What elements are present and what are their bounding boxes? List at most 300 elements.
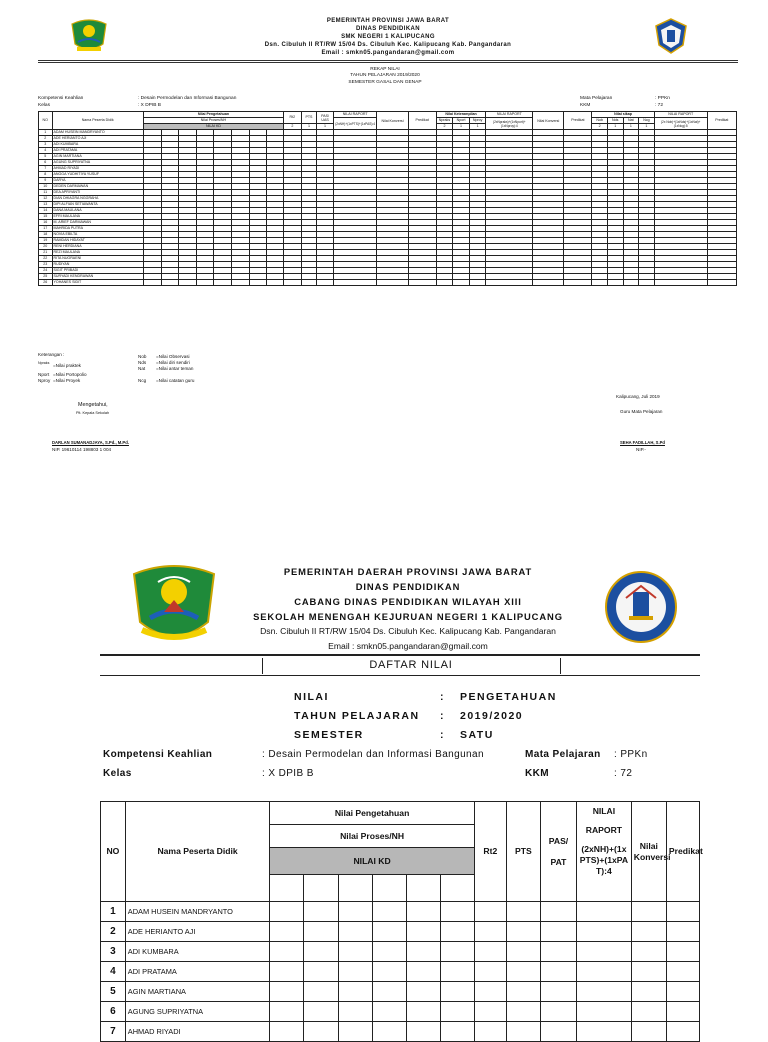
rekap-row-name: RAMDAN HIDAYAT xyxy=(52,238,143,244)
rekap-row-name: NOVIA EBILTA xyxy=(52,232,143,238)
rekap-col-raport-k: NILAI RAPORT xyxy=(486,112,533,118)
daftar-col-pengetahuan: Nilai Pengetahuan xyxy=(270,802,474,825)
grade-cell xyxy=(540,1002,576,1022)
row-no: 3 xyxy=(101,942,126,962)
rekap-cell xyxy=(317,280,334,286)
kkm-label: KKM xyxy=(580,103,591,108)
k-nport-code: Nport xyxy=(38,372,50,377)
rekap-col-predikat-k: Predikat xyxy=(564,112,592,130)
grade-cell xyxy=(372,942,406,962)
rekap-cell xyxy=(639,280,655,286)
weight-npraks: 2 xyxy=(436,124,453,130)
grade-cell xyxy=(577,922,632,942)
mengetahui: Mengetahui, xyxy=(78,402,108,408)
rekap-cell xyxy=(249,280,267,286)
rekap-cell xyxy=(232,280,250,286)
daftar-col-pas-2: PAT xyxy=(550,856,567,867)
rekap-cell xyxy=(267,280,284,286)
rekap-row-no: 19 xyxy=(39,238,53,244)
daftar-col-kd: NILAI KD xyxy=(270,848,474,875)
rekap-row-no: 13 xyxy=(39,202,53,208)
grade-cell xyxy=(506,922,540,942)
grade-cell xyxy=(338,922,372,942)
weight-nport: 1 xyxy=(453,124,470,130)
row-no: 2 xyxy=(101,922,126,942)
daftar-header xyxy=(236,564,580,654)
daftar-header-line4: SEKOLAH MENENGAH KEJURUAN NEGERI 1 KALIPUCANG xyxy=(253,611,563,622)
rekap-row-no: 22 xyxy=(39,256,53,262)
row-student-name: ADI KUMBARA xyxy=(125,942,270,962)
grade-cell xyxy=(577,1022,632,1042)
weight-pas: 1 xyxy=(317,124,334,130)
rekap-cell xyxy=(179,280,197,286)
grade-cell xyxy=(372,922,406,942)
daftar-col-pas-1: PAS/ xyxy=(548,835,569,846)
jawa-barat-emblem-icon xyxy=(68,18,110,54)
rekap-header-line2: DINAS PENDIDIKAN xyxy=(355,26,421,32)
daftar-header-address: Dsn. Cibuluh II RT/RW 15/04 Ds. Cibuluh Kec. Kalipucang Kab. Pangandaran xyxy=(260,626,556,636)
weight-nob: 2 xyxy=(592,124,608,130)
grade-cell xyxy=(540,982,576,1002)
grade-cell xyxy=(540,902,576,922)
kelas-label: Kelas xyxy=(38,103,50,108)
table-row xyxy=(101,982,700,1002)
rekap-row-name: DEA APRIYANTI xyxy=(52,190,143,196)
grade-cell xyxy=(577,962,632,982)
grade-cell xyxy=(338,1002,372,1022)
plt-kepala-sekolah: Plt. Kepala Sekolah xyxy=(76,411,110,415)
k-nat-code: Nat xyxy=(138,366,146,371)
daftar-header-email: Email : smkn05.pangandaran@gmail.com xyxy=(328,641,488,651)
row-student-name: AGIN MARTIANA xyxy=(125,982,270,1002)
grade-cell xyxy=(338,942,372,962)
rekap-title-line3: SEMESTER GASAL DAN GENAP xyxy=(348,79,422,85)
row-student-name: ADAM HUSEIN MANDRYANTO xyxy=(125,902,270,922)
kd-cell xyxy=(304,875,338,902)
grade-cell xyxy=(666,902,699,922)
nilai-label: NILAI xyxy=(294,691,329,703)
kd-cell xyxy=(270,875,304,902)
grade-cell xyxy=(304,902,338,922)
rekap-row-no: 2 xyxy=(39,136,53,142)
rekap-cell xyxy=(333,280,377,286)
grade-cell xyxy=(406,982,440,1002)
nilai-value: PENGETAHUAN xyxy=(460,691,557,703)
daftar-col-no: NO xyxy=(101,802,126,902)
kkm-value: : 72 xyxy=(655,103,664,108)
rekap-row-name: ADI PRATAMA xyxy=(52,148,143,154)
rekap-table-body xyxy=(39,130,737,286)
rekap-row xyxy=(39,280,737,286)
row-no: 4 xyxy=(101,962,126,982)
grade-cell xyxy=(666,1002,699,1022)
daftar-col-raport-label: RAPORT xyxy=(585,825,623,835)
tahun-label: TAHUN PELAJARAN xyxy=(294,710,420,722)
grade-cell xyxy=(270,962,304,982)
grade-cell xyxy=(577,982,632,1002)
rekap-row-name: DEDEN DARMAWAN xyxy=(52,184,143,190)
table-row xyxy=(101,962,700,982)
k-nat: =Nilai antar teman xyxy=(156,366,194,371)
daftar-col-konversi: Nilai Konversi xyxy=(631,802,666,902)
grade-cell xyxy=(440,922,474,942)
kompetensi-label: Kompetensi Keahlian xyxy=(38,96,84,101)
grade-cell xyxy=(666,922,699,942)
rekap-col-nat: Nat xyxy=(623,118,639,124)
rekap-row-no: 10 xyxy=(39,184,53,190)
place-date: Kalipucang, Juli 2019 xyxy=(616,394,660,399)
kd-cell xyxy=(440,875,474,902)
rekap-row-name: AGUNG SUPRIYATNA xyxy=(52,160,143,166)
grade-cell xyxy=(406,1002,440,1022)
row-student-name: ADI PRATAMA xyxy=(125,962,270,982)
daftar-header-line3: CABANG DINAS PENDIDIKAN WILAYAH XIII xyxy=(294,596,522,607)
daftar-divider-2 xyxy=(100,675,700,676)
grade-cell xyxy=(506,902,540,922)
school-badge-icon xyxy=(604,570,678,644)
grade-cell xyxy=(666,1022,699,1042)
grade-cell xyxy=(440,962,474,982)
grade-cell xyxy=(540,962,576,982)
rekap-row-no: 3 xyxy=(39,142,53,148)
mapel-value: : PPKn xyxy=(655,96,670,101)
grade-cell xyxy=(474,902,506,922)
table-row xyxy=(101,922,700,942)
rekap-title-line2: TAHUN PELAJARAN 2019/2020 xyxy=(350,73,420,79)
rekap-header-line3: SMK NEGERI 1 KALIPUCANG xyxy=(341,34,435,40)
grade-cell xyxy=(440,1002,474,1022)
rekap-row-no: 23 xyxy=(39,262,53,268)
grade-cell xyxy=(506,1022,540,1042)
rekap-cell xyxy=(377,280,408,286)
rekap-row-no: 25 xyxy=(39,274,53,280)
rekap-col-nob: Nob xyxy=(592,118,608,124)
grade-cell xyxy=(338,982,372,1002)
rekap-row-no: 20 xyxy=(39,244,53,250)
kompetensi-label-2: Kompetensi Keahlian xyxy=(103,749,213,760)
rekap-row-no: 12 xyxy=(39,196,53,202)
rekap-row-name: REZI MAULANA xyxy=(52,250,143,256)
rekap-row-name: ADI KUMBARA xyxy=(52,142,143,148)
grade-cell xyxy=(304,1022,338,1042)
rekap-col-pas: PAS/ UAS xyxy=(317,112,334,124)
grade-cell xyxy=(474,942,506,962)
grade-cell xyxy=(372,982,406,1002)
daftar-col-pts: PTS xyxy=(506,802,540,902)
rekap-col-konversi-k: Nilai Konversi xyxy=(533,112,564,130)
kelas-value: : X DPIB B xyxy=(138,103,161,108)
grade-cell xyxy=(631,982,666,1002)
rekap-row-name: ADAM HUSEIN MANDRYANTO xyxy=(52,130,143,136)
grade-cell xyxy=(631,942,666,962)
grade-cell xyxy=(270,922,304,942)
rekap-row-name: M. ARIEF DARMAWAN xyxy=(52,220,143,226)
grade-cell xyxy=(440,1022,474,1042)
rekap-row-name: ADE HERIANTO AJI xyxy=(52,136,143,142)
daftar-bar-divider-right xyxy=(560,658,561,674)
kkm-label-2: KKM xyxy=(525,768,549,779)
rekap-row-name: AGIN MARTIANA xyxy=(52,154,143,160)
table-row xyxy=(101,1022,700,1042)
daftar-nilai-page xyxy=(0,548,768,1037)
rekap-table xyxy=(38,111,737,286)
rekap-col-raport: NILAI RAPORT xyxy=(333,112,377,118)
rekap-col-konversi: Nilai Konversi xyxy=(377,112,408,130)
rekap-cell xyxy=(469,280,486,286)
rekap-cell xyxy=(592,280,608,286)
kd-cell xyxy=(372,875,406,902)
rekap-col-nds: Nds xyxy=(607,118,623,124)
rekap-cell xyxy=(408,280,436,286)
rekap-title-line1: REKAP NILAI xyxy=(370,67,400,72)
rekap-col-kd: NILAI KD xyxy=(143,124,283,130)
rekap-row-name: EFRI MAULANA xyxy=(52,214,143,220)
grade-cell xyxy=(540,942,576,962)
grade-cell xyxy=(540,1022,576,1042)
grade-cell xyxy=(406,962,440,982)
rekap-col-sikap: Nilai sikap xyxy=(592,112,654,118)
k-nob-code: Nob xyxy=(138,354,147,359)
grade-cell xyxy=(304,962,338,982)
semester-value: SATU xyxy=(460,729,494,741)
kkm-value-2: : 72 xyxy=(614,768,633,779)
k-ncg-code: Ncg xyxy=(138,378,147,383)
grade-cell xyxy=(372,902,406,922)
grade-cell xyxy=(304,1002,338,1022)
kelas-value-2: : X DPIB B xyxy=(262,768,314,779)
rekap-col-nama: Nama Peserta Didik xyxy=(52,112,143,130)
rekap-row-name: DIAN DHIAGRA NGGRAHA xyxy=(52,196,143,202)
kompetensi-value-2: : Desain Permodelan dan Informasi Bangunan xyxy=(262,749,484,760)
kompetensi-value: : Desain Permodelan dan Informasi Bangunan xyxy=(138,96,237,101)
k-nds: =Nilai diri sendiri xyxy=(156,360,190,365)
grade-cell xyxy=(474,962,506,982)
rekap-col-npraks: Npraks xyxy=(436,118,453,124)
k-nob: =Nilai Observasi xyxy=(156,354,190,359)
row-student-name: ADE HERIANTO AJI xyxy=(125,922,270,942)
grade-cell xyxy=(304,982,338,1002)
k-npraks-code: Npraks xyxy=(38,361,50,365)
daftar-col-nilai: NILAI xyxy=(592,806,616,816)
rekap-title xyxy=(240,67,530,86)
daftar-table-body xyxy=(101,902,700,1042)
rekap-cell xyxy=(143,280,161,286)
weight-nproy: 1 xyxy=(469,124,486,130)
rekap-header-line1: PEMERINTAH PROVINSI JAWA BARAT xyxy=(326,18,450,24)
daftar-col-formula: (2xNH)+(1xPTS)+(1xPAT):4 xyxy=(579,844,629,876)
rekap-cell xyxy=(453,280,470,286)
rekap-row-name: SIGIT PRIBADI xyxy=(52,268,143,274)
rekap-row-no: 18 xyxy=(39,232,53,238)
rekap-row-no: 17 xyxy=(39,226,53,232)
daftar-col-predikat: Predikat xyxy=(666,802,699,902)
mapel-value-2: : PPKn xyxy=(614,749,648,760)
weight-rt2: 2 xyxy=(284,124,302,130)
rekap-cell xyxy=(707,280,736,286)
grade-cell xyxy=(270,982,304,1002)
grade-cell xyxy=(440,982,474,1002)
rekap-row-name: RITA NUGRAENI xyxy=(52,256,143,262)
grade-cell xyxy=(577,902,632,922)
daftar-header-line1: PEMERINTAH DAERAH PROVINSI JAWA BARAT xyxy=(283,566,533,577)
rekap-row-name: YOHANES SIDIT xyxy=(52,280,143,286)
table-row xyxy=(101,942,700,962)
rekap-row-no: 7 xyxy=(39,166,53,172)
rekap-col-pengetahuan: Nilai Pengetahuan xyxy=(143,112,283,118)
rekap-header-email: Email : smkn05.pangandaran@gmail.com xyxy=(321,50,455,56)
kd-cell xyxy=(338,875,372,902)
rekap-row-name: DIPI ALFIAN SETIAWANTA xyxy=(52,202,143,208)
grade-cell xyxy=(440,942,474,962)
rekap-col-rt2: Rt2 xyxy=(284,112,302,124)
daftar-col-pas xyxy=(540,802,576,902)
rekap-cell xyxy=(161,280,179,286)
school-badge-icon xyxy=(654,18,688,54)
rekap-row-name: RENI HERDIANA xyxy=(52,244,143,250)
rekap-cell xyxy=(436,280,453,286)
rekap-row-name: DANA MAULANA xyxy=(52,208,143,214)
rekap-col-raport-s-formula: (2x Nob)+(1xNds)+(1xNat)+(1xNcg):5 xyxy=(654,118,707,130)
rekap-row-name: ANGGA YUDHITIYA YUSUF xyxy=(52,172,143,178)
daftar-col-proses: Nilai Proses/NH xyxy=(270,825,474,848)
rekap-row-no: 9 xyxy=(39,178,53,184)
grade-cell xyxy=(474,982,506,1002)
rekap-col-nproy: Nproy xyxy=(469,118,486,124)
daftar-title: DAFTAR NILAI xyxy=(369,659,453,671)
table-row xyxy=(101,1002,700,1022)
grade-cell xyxy=(631,1002,666,1022)
grade-cell xyxy=(440,902,474,922)
mapel-label: Mata Pelajaran xyxy=(580,96,613,101)
rekap-cell xyxy=(284,280,302,286)
rekap-page xyxy=(0,0,768,500)
grade-cell xyxy=(270,942,304,962)
rekap-col-no: NO xyxy=(39,112,53,130)
rekap-cell xyxy=(654,280,707,286)
rekap-row-no: 1 xyxy=(39,130,53,136)
grade-cell xyxy=(406,902,440,922)
rekap-row-name: AHMAD RIYADI xyxy=(52,166,143,172)
kepsek-nip: NIP. 19610114 198803 1 004 xyxy=(52,447,112,452)
rekap-row-no: 21 xyxy=(39,250,53,256)
rekap-row-name: MAHRIDA PUTRA xyxy=(52,226,143,232)
grade-cell xyxy=(577,942,632,962)
rekap-col-raport-k-formula: (2xNpraks)+(1xNport)+(1xNproy):4 xyxy=(486,118,533,130)
grade-cell xyxy=(540,922,576,942)
grade-cell xyxy=(666,942,699,962)
daftar-header-row xyxy=(101,802,700,825)
guru-nip: NIP.- xyxy=(636,447,646,452)
rekap-row-no: 15 xyxy=(39,214,53,220)
k-nproy-code: Nproy xyxy=(38,378,51,383)
rekap-col-nport: Nport xyxy=(453,118,470,124)
grade-cell xyxy=(506,982,540,1002)
grade-cell xyxy=(631,962,666,982)
grade-cell xyxy=(338,902,372,922)
daftar-col-nama: Nama Peserta Didik xyxy=(125,802,270,902)
grade-cell xyxy=(304,942,338,962)
grade-cell xyxy=(406,922,440,942)
rekap-header xyxy=(200,17,576,57)
kd-cell xyxy=(406,875,440,902)
k-nds-code: Nds xyxy=(138,360,147,365)
rekap-col-pts: PTS xyxy=(301,112,317,124)
rekap-col-predikat-s: Predikat xyxy=(707,112,736,130)
daftar-header-line2: DINAS PENDIDIKAN xyxy=(355,581,461,592)
mapel-label-2: Mata Pelajaran xyxy=(525,749,601,760)
daftar-col-rt2: Rt2 xyxy=(474,802,506,902)
jawa-barat-emblem-icon xyxy=(128,564,220,648)
grade-cell xyxy=(406,942,440,962)
rekap-row-no: 11 xyxy=(39,190,53,196)
grade-cell xyxy=(304,922,338,942)
row-no: 7 xyxy=(101,1022,126,1042)
rekap-cell xyxy=(564,280,592,286)
rekap-cell xyxy=(533,280,564,286)
grade-cell xyxy=(577,1002,632,1022)
daftar-divider xyxy=(100,654,700,656)
grade-cell xyxy=(270,1022,304,1042)
grade-cell xyxy=(338,1022,372,1042)
rekap-row-no: 24 xyxy=(39,268,53,274)
grade-cell xyxy=(474,1022,506,1042)
grade-cell xyxy=(406,1022,440,1042)
kelas-label-2: Kelas xyxy=(103,768,132,779)
keterangan-label: Keterangan : xyxy=(38,352,65,357)
weight-ncg: 1 xyxy=(639,124,655,130)
rekap-row-no: 16 xyxy=(39,220,53,226)
daftar-col-raport xyxy=(577,802,632,902)
k-nport: =Nilai Portopolio xyxy=(53,372,87,377)
weight-nat: 1 xyxy=(623,124,639,130)
guru-mapel-label: Guru Mata Pelajaran xyxy=(620,409,663,414)
rekap-col-raport-formula: (2xNH)+(1xPTS)+(1xPAS):4 xyxy=(333,118,377,130)
grade-cell xyxy=(372,962,406,982)
tahun-value: 2019/2020 xyxy=(460,710,524,722)
row-student-name: AGUNG SUPRIYATNA xyxy=(125,1002,270,1022)
rekap-row-no: 26 xyxy=(39,280,53,286)
grade-cell xyxy=(372,1002,406,1022)
k-ncg: =Nilai catatan guru xyxy=(156,378,195,383)
rekap-header-address: Dsn. Cibuluh II RT/RW 15/04 Ds. Cibuluh Kec. Kalipucang Kab. Pangandaran xyxy=(264,42,512,48)
rekap-row-no: 4 xyxy=(39,148,53,154)
grade-cell xyxy=(631,902,666,922)
semester-label: SEMESTER xyxy=(294,729,364,741)
grade-cell xyxy=(666,962,699,982)
grade-cell xyxy=(270,1002,304,1022)
rekap-row-name: DARYA xyxy=(52,178,143,184)
row-no: 5 xyxy=(101,982,126,1002)
grade-cell xyxy=(474,1002,506,1022)
grade-cell xyxy=(666,982,699,1002)
grade-cell xyxy=(474,922,506,942)
header-divider xyxy=(38,60,738,61)
row-no: 1 xyxy=(101,902,126,922)
grade-cell xyxy=(270,902,304,922)
rekap-col-raport-s: NILAI RAPORT xyxy=(654,112,707,118)
weight-nds: 1 xyxy=(607,124,623,130)
header-divider-2 xyxy=(38,62,738,63)
rekap-row-name: SURYADI KENDRAWAN xyxy=(52,274,143,280)
rekap-col-proses: Nilai Proses/NH xyxy=(143,118,283,124)
rekap-row-no: 14 xyxy=(39,208,53,214)
grade-cell xyxy=(631,922,666,942)
grade-cell xyxy=(631,1022,666,1042)
grade-cell xyxy=(372,1022,406,1042)
grade-cell xyxy=(338,962,372,982)
rekap-cell xyxy=(607,280,623,286)
rekap-row-no: 6 xyxy=(39,160,53,166)
